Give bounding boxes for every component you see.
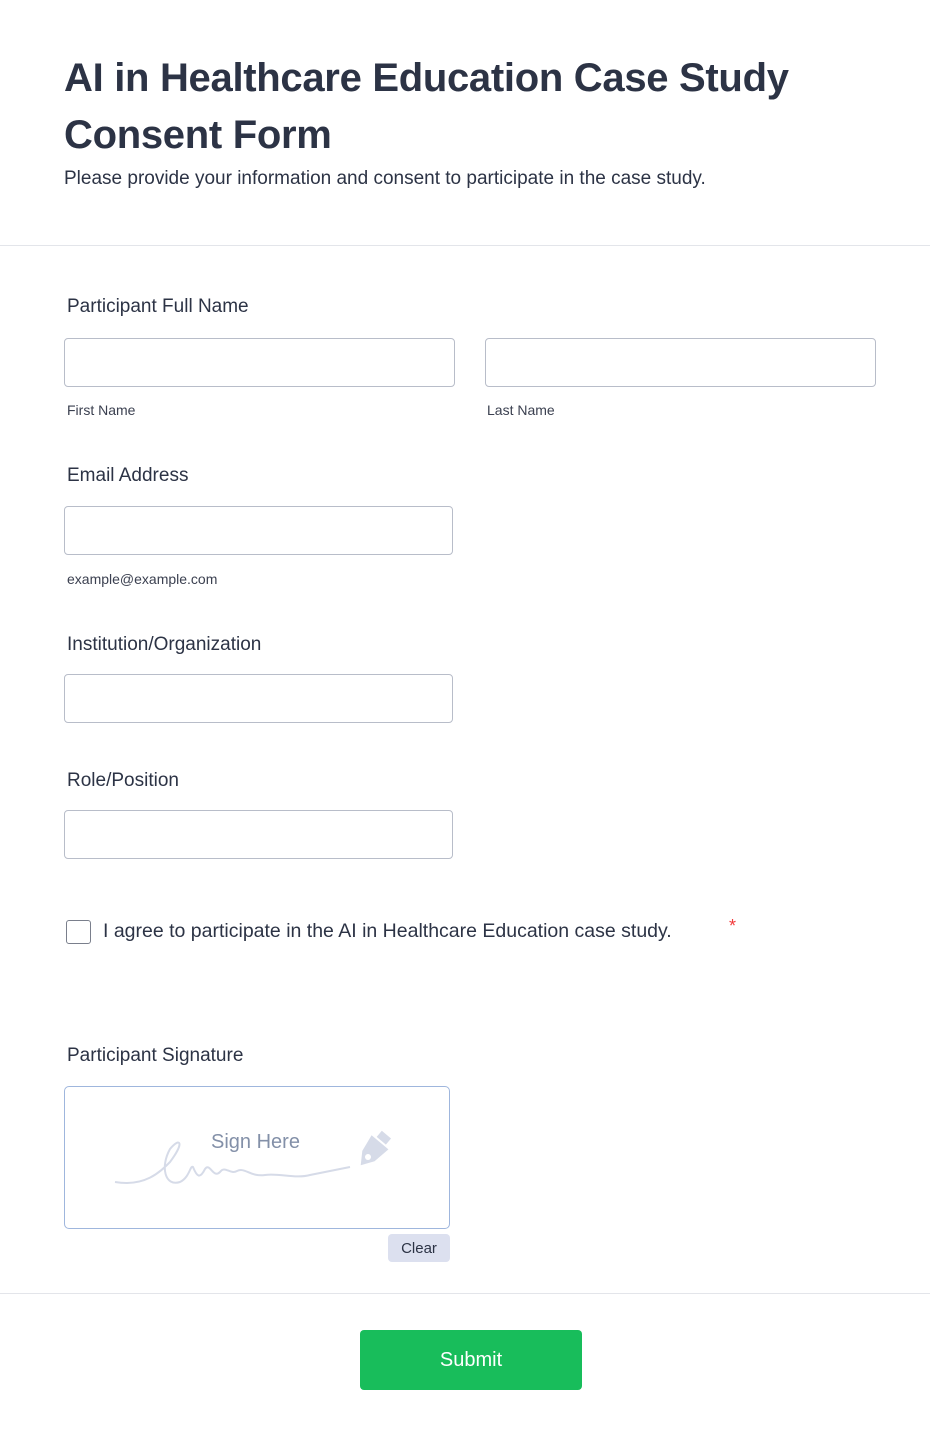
submit-button[interactable]: Submit <box>360 1330 582 1390</box>
consent-label[interactable]: I agree to participate in the AI in Healthcare Education case study. <box>103 920 672 942</box>
role-input[interactable] <box>64 810 453 859</box>
last-name-input[interactable] <box>485 338 876 387</box>
institution-input[interactable] <box>64 674 453 723</box>
role-label: Role/Position <box>67 770 179 791</box>
signature-placeholder: Sign Here <box>211 1131 300 1153</box>
first-name-input[interactable] <box>64 338 455 387</box>
email-label: Email Address <box>67 465 189 486</box>
first-name-sublabel: First Name <box>67 402 136 418</box>
last-name-sublabel: Last Name <box>487 402 555 418</box>
email-input[interactable] <box>64 506 453 555</box>
signature-scribble-icon <box>65 1087 451 1230</box>
divider <box>0 245 930 246</box>
institution-label: Institution/Organization <box>67 634 262 655</box>
divider <box>0 1293 930 1294</box>
full-name-label: Participant Full Name <box>67 296 249 317</box>
page-title: AI in Healthcare Education Case Study Consent Form <box>64 56 789 157</box>
clear-signature-button[interactable]: Clear <box>388 1234 450 1262</box>
page-subtitle: Please provide your information and consent to participate in the case study. <box>64 168 706 189</box>
required-mark: * <box>729 916 737 936</box>
consent-checkbox[interactable] <box>66 920 91 944</box>
signature-label: Participant Signature <box>67 1045 244 1066</box>
signature-pad[interactable] <box>64 1086 450 1229</box>
email-sublabel: example@example.com <box>67 571 218 587</box>
